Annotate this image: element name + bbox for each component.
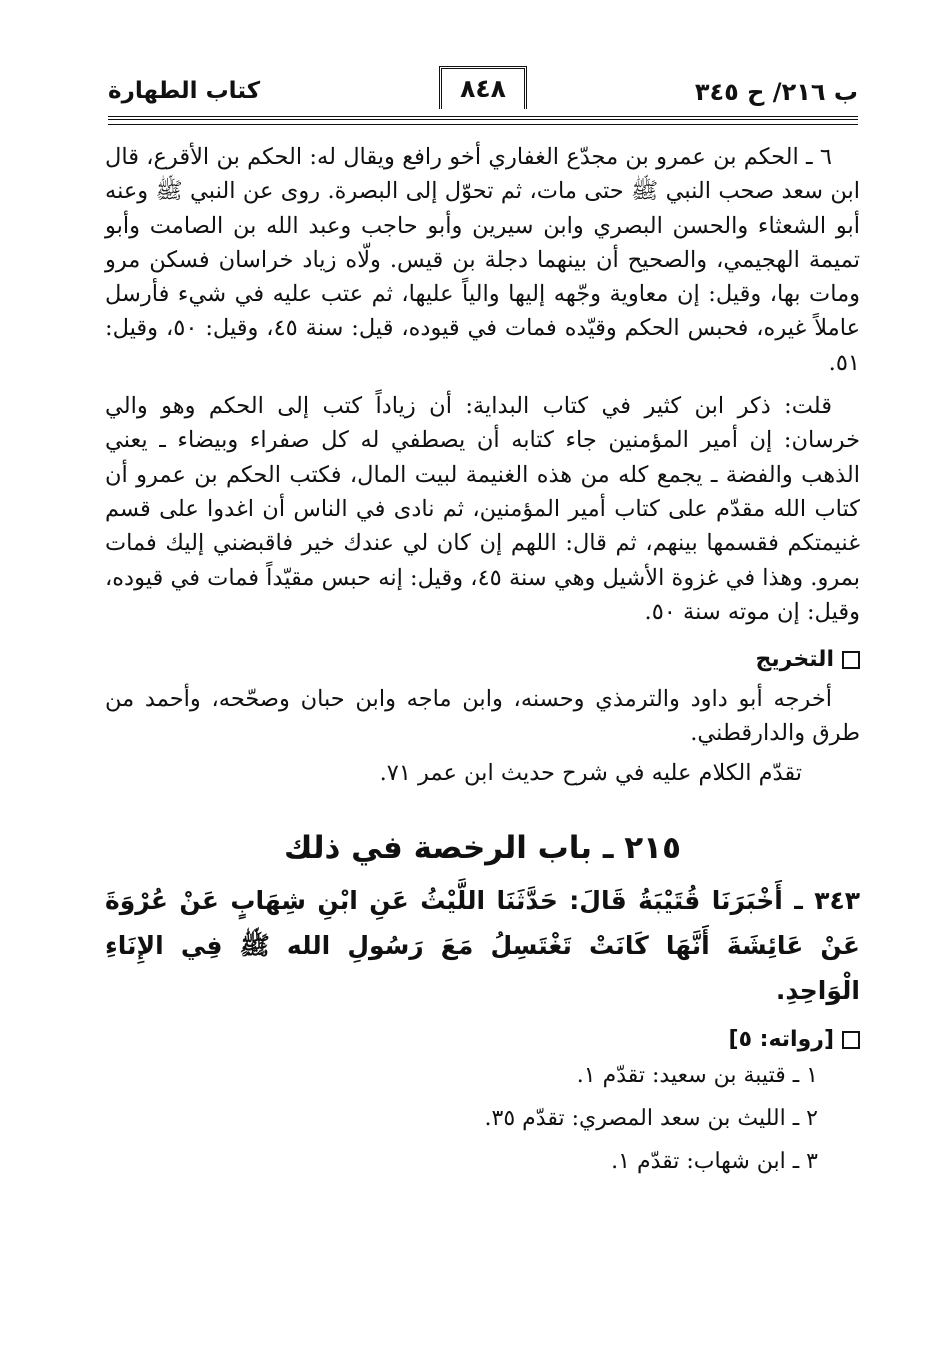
page-header — [108, 72, 858, 116]
takhrij-note: تقدّم الكلام عليه في شرح حديث ابن عمر ٧١. — [379, 759, 802, 786]
takhrij-text: أخرجه أبو داود والترمذي وحسنه، وابن ماجه وابن حبان وصحّحه، وأحمد من طرق والدارقطني. — [105, 686, 860, 747]
narrators-heading-label: [رواته: ٥] — [728, 1027, 834, 1053]
square-bullet-icon — [842, 1031, 860, 1049]
narrators-heading — [105, 1027, 860, 1052]
narrator-item: ٣ ـ ابن شهاب: تقدّم ١. — [611, 1149, 818, 1175]
hadith-text: ٣٤٣ ـ أَخْبَرَنَا قُتَيْبَةُ قَالَ: حَدَّثَنَا اللَّيْثُ عَنِ ابْنِ شِهَابٍ عَنْ عُرْوَةَ عَنْ عَائِشَةَ أَنَّهَا كَانَتْ تَغْتَسِلُ مَعَ رَسُولِ الله ﷺ فِي الإِنَاءِ الْوَاحِدِ. — [105, 886, 860, 1006]
header-book-title: كتاب الطهارة — [108, 78, 261, 104]
chapter-title: ٢١٥ ـ باب الرخصة في ذلك — [283, 830, 682, 867]
square-bullet-icon — [842, 651, 860, 669]
header-rule — [108, 116, 858, 120]
takhrij-heading — [105, 647, 860, 672]
commentary-paragraph: قلت: ذكر ابن كثير في كتاب البداية: أن زياداً كتب إلى الحكم وهو والي خرسان: إن أمير المؤمنين جاء كتابه أن يصطفي له كل صفراء وبيضاء ـ يعني الذهب والفضة ـ يجمع كله من هذه الغنيمة لبيت المال، فكتب الحكم بن عمرو أن كتاب الله مقدّم على كتاب أمير المؤمنين، ثم نادى في الناس أن اغدوا على قسم غنيمتكم فقسمها بينهم، ثم قال: اللهم إن كان لي عندك خير فاقبضني إليك فمات بمرو. وهذا في غزوة الأشيل وهي سنة ٤٥، وقيل: إنه حبس مقيّداً فمات في قيوده، وقيل: إن موته سنة ٥٠. — [105, 393, 860, 625]
page-content — [105, 140, 860, 1183]
takhrij-heading-label: التخريج — [755, 647, 834, 673]
page-number: ٨٤٨ — [439, 66, 527, 109]
narrator-item: ١ ـ قتيبة بن سعيد: تقدّم ١. — [576, 1063, 818, 1089]
biography-paragraph: ٦ ـ الحكم بن عمرو بن مجدّع الغفاري أخو رافع ويقال له: الحكم بن الأقرع، قال ابن سعد صحب النبي ﷺ حتى مات، ثم تحوّل إلى البصرة. روى عن النبي ﷺ وعنه أبو الشعثاء والحسن البصري وابن سيرين وأبو حاجب وعبد الله بن الصامت وأبو تميمة الهجيمي، والصحيح أن بينهما دجلة بن قيس. ولّاه زياد خراسان فسكن مرو ومات بها، وقيل: إن معاوية وجّهه إليها والياً عليها، ثم عتب عليه في شيء فأرسل عاملاً غيره، فحبس الحكم وقيّده فمات في قيوده، قيل: سنة ٤٥، وقيل: ٥٠، وقيل: ٥١. — [105, 144, 860, 376]
narrator-item: ٢ ـ الليث بن سعد المصري: تقدّم ٣٥. — [484, 1106, 818, 1132]
header-reference: ب ٢١٦/ ح ٣٤٥ — [694, 78, 858, 106]
header-rule-thin — [108, 124, 858, 125]
